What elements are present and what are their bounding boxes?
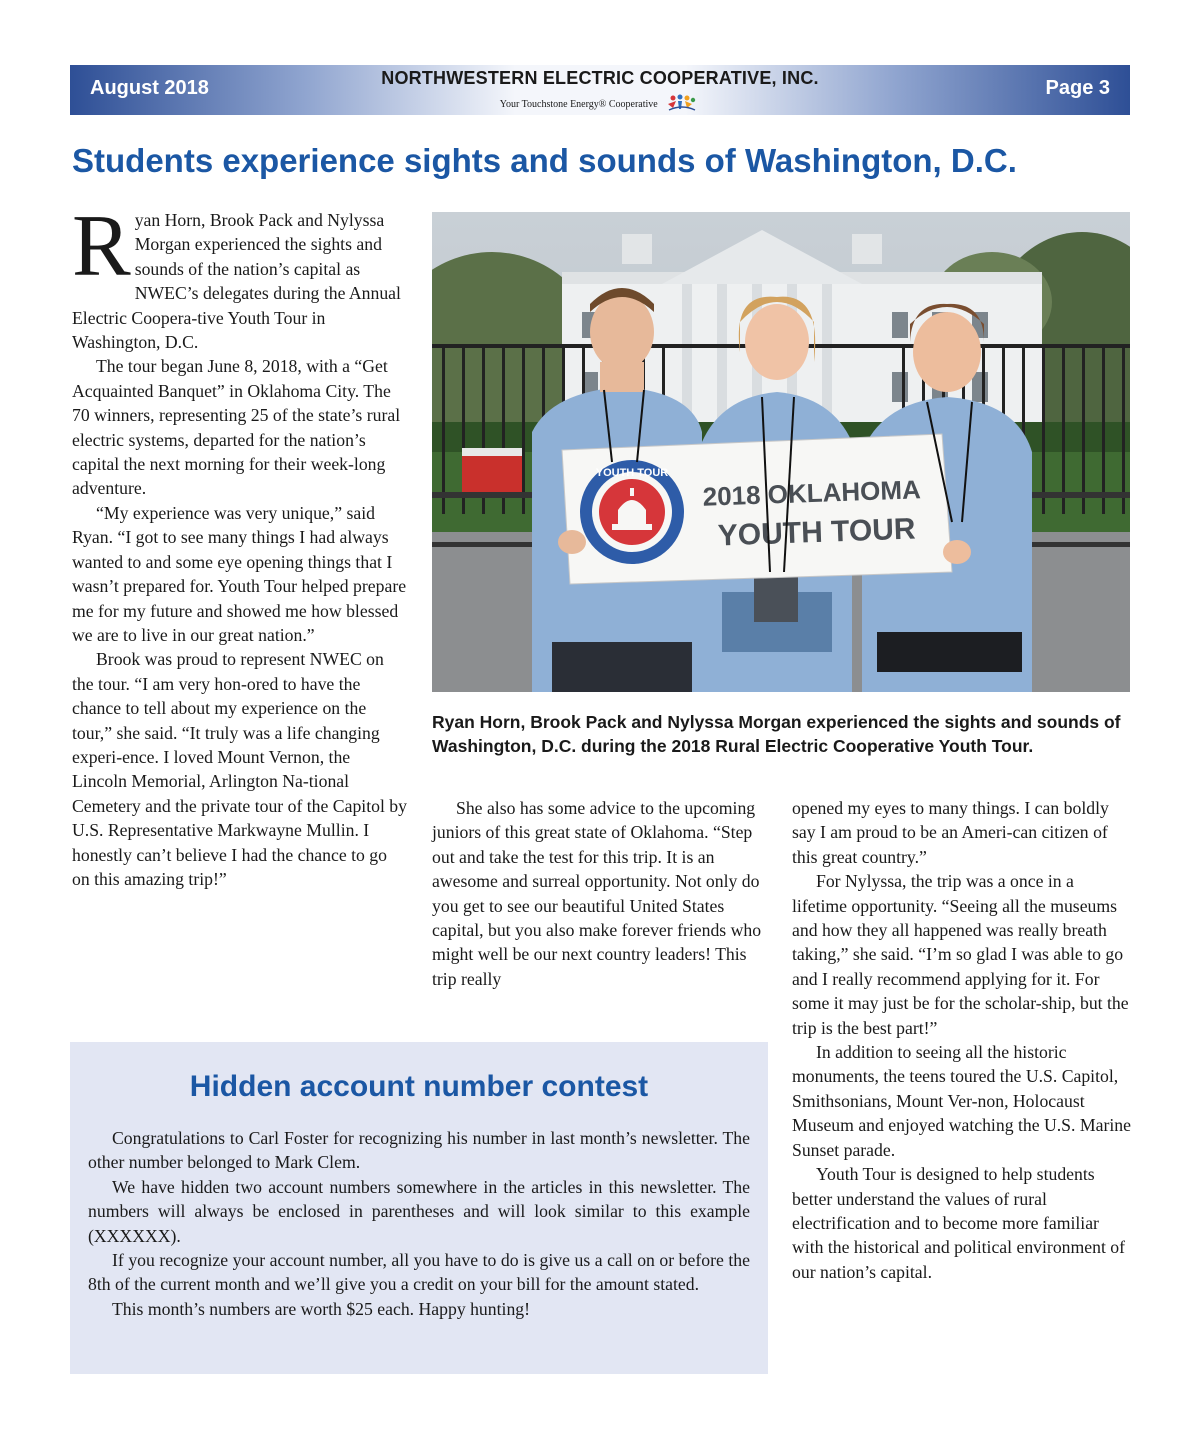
youth-tour-sign [562,434,952,584]
article-paragraph: For Nylyssa, the trip was a once in a lifetime opportunity. “Seeing all the museums and how they all happened was really breath taking,” she said. “I’m so glad I was able to go and I really recommend applying for it. For some it may just be for the scholar-ship, but the trip is the best part!” [792,871,1129,1038]
sign-badge-text: YOUTH TOUR [595,467,669,479]
article-paragraph: The tour began June 8, 2018, with a “Get Acquainted Banquet” in Oklahoma City. The 70 winners, representing 25 of the state’s rural electric systems, departed for the nation’s capital the next morning for their week-long adventure. [72,356,401,499]
article-paragraph: opened my eyes to many things. I can boldly say I am proud to be an Ameri-can citizen of this great country.” [792,798,1109,867]
contest-title: Hidden account number contest [189,1070,649,1103]
contest-paragraph: We have hidden two account numbers somewhere in the articles in this newsletter. The numbers will always be enclosed in parentheses and will look similar to this example (XXXXXX). [88,1176,750,1246]
issue-date: August 2018 [90,77,209,99]
article-column-2 [432,796,772,991]
article-column-3 [792,796,1132,1284]
page-number: Page 3 [1045,77,1110,99]
contest-paragraph: Congratulations to Carl Foster for recognizing his number in last month’s newsletter. The other number belonged to Mark Clem. [88,1128,750,1173]
touchstone-logo-icon [664,94,700,115]
article-paragraph: Ryan Horn, Brook Pack and Nylyssa Morgan experienced the sights and sounds of the nation’s capital as NWEC’s delegates during the Annual Electric Coopera-tive Youth Tour in Washington, D.C. [72,198,401,353]
article-paragraph: In addition to seeing all the historic monuments, the teens toured the U.S. Capitol, Smithsonians, Mount Ver-non, Holocaust Museum and enjoyed watching the U.S. Marine Sunset parade. [792,1042,1131,1160]
contest-paragraph: If you recognize your account number, all you have to do is give us a call on or before the 8th of the current month and we’ll give you a credit on your bill for the amount stated. [88,1250,750,1295]
tagline-text: Your Touchstone Energy® Cooperative [499,98,658,110]
article-paragraph: Youth Tour is designed to help students better understand the values of rural electrification and to become more familiar with the historical and political environment of our nation’s capital. [792,1164,1126,1282]
sign-line-2: YOUTH TOUR [717,512,917,553]
tagline [70,94,1130,115]
article-paragraph: Brook was proud to represent NWEC on the tour. “I am very hon-ored to have the chance to tell about my experience on the tour,” she said. “It truly was a life changing experi-ence. I loved Mount Vernon, the Lincoln Memorial, Arlington Na-tional Cemetery and the private tour of the Capitol by U.S. Representative Markwayne Mullin. I honestly can’t believe I had the chance to go on this amazing trip!” [72,649,407,889]
organization-name: NORTHWESTERN ELECTRIC COOPERATIVE, INC. [381,68,819,88]
hidden-account-contest-box [70,1042,768,1374]
drop-cap: R [72,198,131,295]
article-paragraph: She also has some advice to the upcoming juniors of this great state of Oklahoma. “Step out and take the test for this trip. It is an awesome and surreal opportunity. Not only do you get to see our beautiful United States capital, but you also make forever friends who might well be our next country leaders! This trip really [432,798,762,989]
contest-body [88,1126,750,1321]
contest-paragraph: This month’s numbers are worth $25 each. Happy hunting! [112,1298,531,1319]
photo-caption: Ryan Horn, Brook Pack and Nylyssa Morgan experienced the sights and sounds of Washington, D.C. during the 2018 Rural Electric Cooperative Youth Tour. [432,712,1121,756]
sign-line-1: 2018 OKLAHOMA [702,474,922,512]
article-headline: Students experience sights and sounds of Washington, D.C. [72,142,1017,179]
article-paragraph: “My experience was very unique,” said Ryan. “I got to see many things I had always wanted to and some eye opening things that I wasn’t prepared for. Youth Tour helped prepare me for my future and showed me how blessed we are to live in our great nation.” [72,502,407,645]
youth-tour-photo [432,212,1130,692]
newsletter-header [70,65,1130,115]
article-column-1 [72,198,408,891]
